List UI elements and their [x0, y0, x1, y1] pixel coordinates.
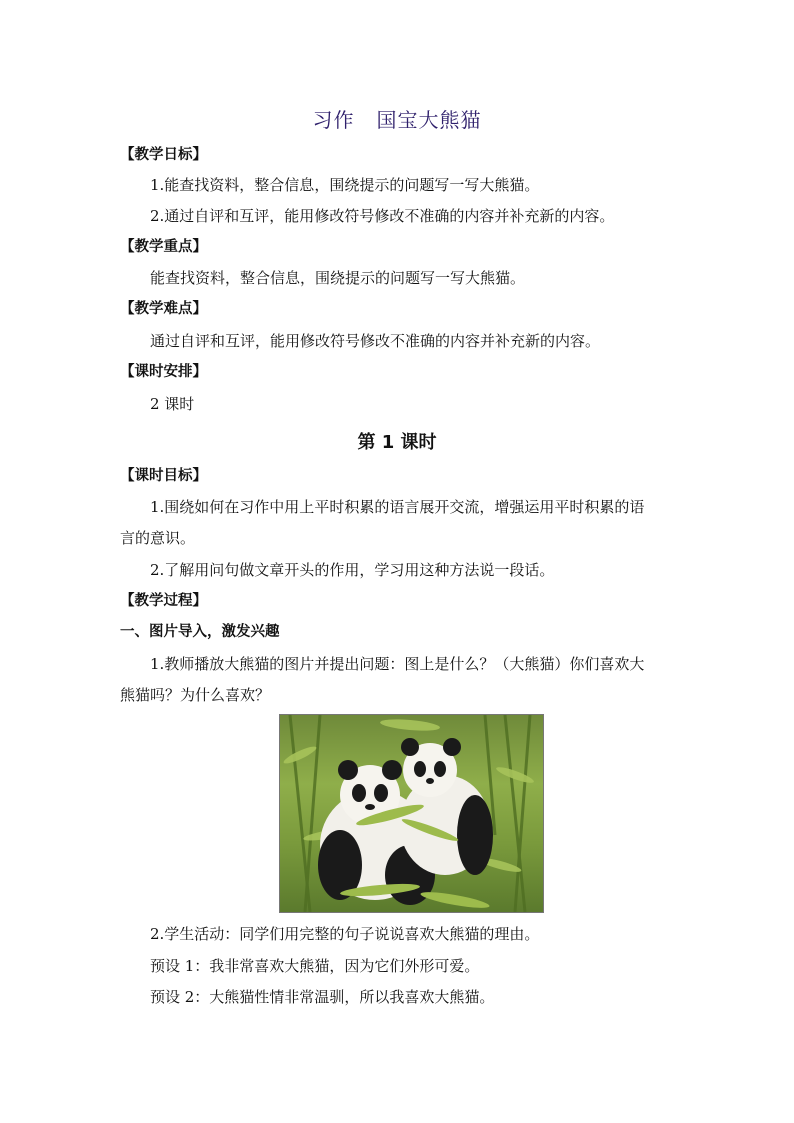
title-right: 国宝大熊猫 — [376, 108, 482, 132]
lesson-goals-heading: 【课时目标】 — [120, 468, 207, 484]
lesson-goal-1-line2: 言的意识。 — [120, 529, 196, 547]
title-left: 习作 — [312, 108, 355, 132]
step1-paragraph-2: 2.学生活动：同学们用完整的句子说说喜欢大熊猫的理由。 — [150, 925, 540, 943]
difficult-points-text: 通过自评和互评，能用修改符号修改不准确的内容并补充新的内容。 — [150, 332, 601, 350]
preset-1: 预设 1：我非常喜欢大熊猫，因为它们外形可爱。 — [150, 957, 480, 975]
objective-item-1: 1.能查找资料，整合信息，围绕提示的问题写一写大熊猫。 — [150, 176, 540, 194]
key-points-heading: 【教学重点】 — [120, 239, 207, 255]
step1-heading: 一、图片导入，激发兴趣 — [120, 624, 280, 640]
document-title — [0, 104, 794, 133]
lesson-goal-2: 2.了解用问句做文章开头的作用，学习用这种方法说一段话。 — [150, 561, 555, 579]
key-points-text: 能查找资料，整合信息，围绕提示的问题写一写大熊猫。 — [150, 269, 526, 287]
objectives-heading: 【教学日标】 — [120, 147, 207, 163]
difficult-points-heading: 【教学难点】 — [120, 301, 207, 317]
schedule-heading: 【课时安排】 — [120, 364, 207, 380]
lesson-goal-1-line1: 1.围绕如何在习作中用上平时积累的语言展开交流，增强运用平时积累的语 — [150, 498, 645, 516]
process-heading: 【教学过程】 — [120, 593, 207, 609]
schedule-text: 2 课时 — [150, 395, 195, 413]
panda-illustration — [280, 715, 543, 912]
step1-paragraph-line2: 熊猫吗？为什么喜欢？ — [120, 686, 271, 704]
objective-item-2: 2.通过自评和互评，能用修改符号修改不准确的内容并补充新的内容。 — [150, 207, 615, 225]
step1-paragraph-line1: 1.教师播放大熊猫的图片并提出问题：图上是什么？（大熊猫）你们喜欢大 — [150, 655, 645, 673]
preset-2: 预设 2：大熊猫性情非常温驯，所以我喜欢大熊猫。 — [150, 988, 495, 1006]
panda-photo — [279, 714, 544, 913]
lesson-title: 第 1 课时 — [357, 432, 437, 453]
